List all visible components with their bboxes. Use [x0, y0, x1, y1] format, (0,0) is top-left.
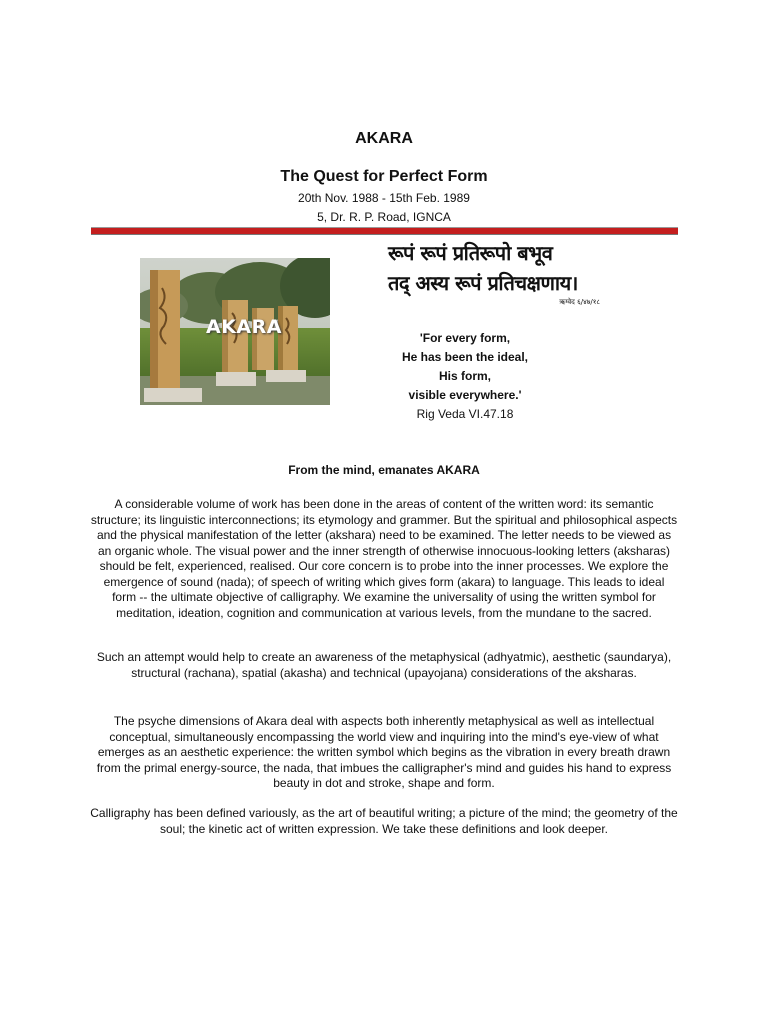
sanskrit-line-1: रूपं रूपं प्रतिरूपो बभूव — [388, 241, 553, 265]
exhibition-dates: 20th Nov. 1988 - 15th Feb. 1989 — [298, 191, 470, 205]
body-paragraph: A considerable volume of work has been done in the areas of content of the written word: its semantic structure; its linguistic interconnections; its etymology and grammer. But the spiritual and philosophical aspects and the physical manifestation of the letter (akshara) need to be examined. The letter needs to be viewed as an organic whole. The visual power and the inner strength of otherwise innocuous-looking letters (aksharas) should be felt, experienced, realised. Our core concern is to probe into the inner processes. We explore the emergence of sound (nada); of speech of writing which gives form (akara) to language. This leads to ideal form -- the ultimate objective of calligraphy. We examine the universality of using the written symbol for meditation, ideation, cognition and communication at various levels, from the mundane to the sacred. — [90, 497, 678, 620]
body-paragraph: Such an attempt would help to create an awareness of the metaphysical (adhyatmic), aesthetic (saundarya), structural (rachana), spatial (akasha) and technical (upayojana) considerations of the aksharas. — [96, 650, 672, 680]
section-heading: From the mind, emanates AKARA — [288, 463, 480, 477]
sanskrit-line-2: तद् अस्य रूपं प्रतिचक्षणाय। — [388, 271, 578, 295]
quote-line: 'For every form, — [419, 331, 511, 345]
sanskrit-verse — [388, 238, 618, 324]
page-title: AKARA — [355, 130, 413, 147]
quote-source: Rig Veda VI.47.18 — [416, 407, 514, 421]
sanskrit-reference: ऋग्वेद ६/४७/१८ — [559, 298, 600, 306]
body-paragraph: The psyche dimensions of Akara deal with aspects both inherently metaphysical as well as intellectual conceptual, simultaneously encompassing the world view and inquiring into the mind's eye-view of what emerges as an aesthetic experience: the written symbol which begins as the vibration in every breath drawn from the primal energy-source, the nada, that imbues the calligrapher's mind and guides his hand to express beauty in dot and stroke, shape and form. — [96, 714, 672, 790]
quote-line: He has been the ideal, — [401, 350, 529, 364]
akara-sculpture-photo — [140, 258, 330, 405]
body-paragraph: Calligraphy has been defined variously, as the art of beautiful writing; a picture of the mind; the geometry of the soul; the kinetic act of written expression. We take these definitions and look deeper. — [90, 806, 678, 836]
header-divider — [91, 228, 678, 234]
quote-line: His form, — [438, 369, 491, 383]
photo-overlay-text: AKARA — [206, 316, 282, 338]
exhibition-venue: 5, Dr. R. P. Road, IGNCA — [317, 210, 451, 224]
page-subtitle: The Quest for Perfect Form — [280, 168, 488, 185]
rig-veda-quote — [355, 329, 575, 424]
quote-line: visible everywhere.' — [408, 388, 522, 402]
